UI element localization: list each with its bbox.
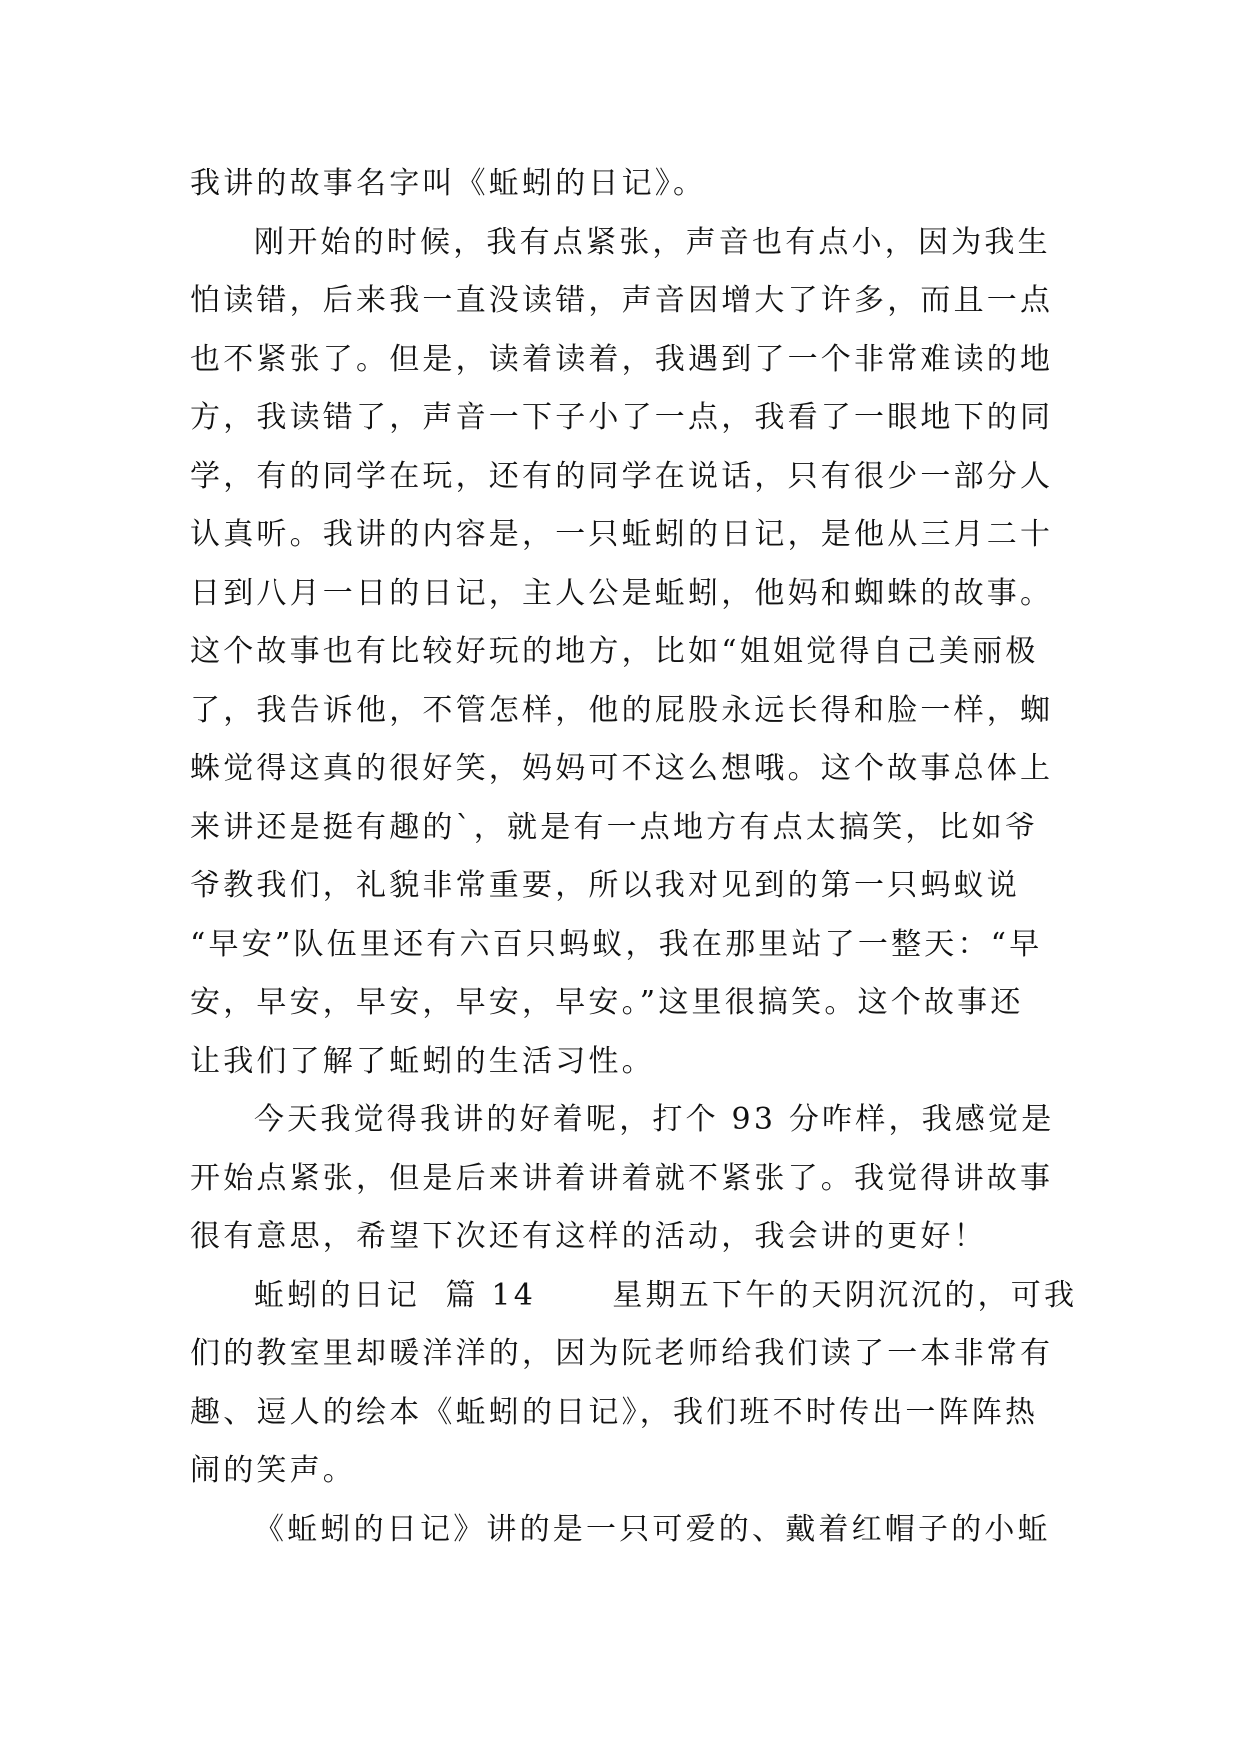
text-line: 闹的笑声。 (190, 1453, 356, 1488)
text-line: 爷教我们，礼貌非常重要，所以我对见到的第一只蚂蚁说 (190, 868, 1020, 903)
text-line: 了，我告诉他，不管怎样，他的屁股永远长得和脸一样，蜘 (190, 692, 1054, 728)
text-line: 认真听。我讲的内容是，一只蚯蚓的日记，是他从三月二十 (190, 517, 1054, 552)
text-line: 也不紧张了。但是，读着读着，我遇到了一个非常难读的地 (190, 341, 1054, 377)
text-line: 怕读错，后来我一直没读错，声音因增大了许多，而且一点 (190, 283, 1054, 318)
text-line: “早安”队伍里还有六百只蚂蚁，我在那里站了一整天：“早 (190, 926, 1043, 962)
text-line: 开始点紧张，但是后来讲着讲着就不紧张了。我觉得讲故事 (190, 1160, 1054, 1196)
text-line: 们的教室里却暖洋洋的，因为阮老师给我们读了一本非常有 (190, 1336, 1054, 1371)
text-line: 很有意思，希望下次还有这样的活动，我会讲的更好！ (190, 1219, 987, 1254)
text-line: 学，有的同学在玩，还有的同学在说话，只有很少一部分人 (190, 458, 1054, 494)
text-line: 趣、逗人的绘本《蚯蚓的日记》，我们班不时传出一阵阵热 (190, 1394, 1039, 1430)
text-line: 刚开始的时候，我有点紧张，声音也有点小，因为我生 (254, 224, 1051, 260)
text-line: 让我们了解了蚯蚓的生活习性。 (190, 1043, 655, 1079)
text-line: 《蚯蚓的日记》讲的是一只可爱的、戴着红帽子的小蚯 (254, 1511, 1051, 1547)
text-line: 我讲的故事名字叫《蚯蚓的日记》。 (190, 166, 707, 201)
text-line: 蛛觉得这真的很好笑，妈妈可不这么想哦。这个故事总体上 (190, 751, 1054, 786)
body-text (190, 155, 1078, 1559)
text-line: 安，早安，早安，早安，早安。”这里很搞笑。这个故事还 (190, 985, 1024, 1020)
text-line: 方，我读错了，声音一下子小了一点，我看了一眼地下的同 (190, 400, 1054, 435)
text-line: 这个故事也有比较好玩的地方，比如“姐姐觉得自己美丽极 (190, 634, 1039, 669)
text-line: 来讲还是挺有趣的`，就是有一点地方有点太搞笑，比如爷 (190, 809, 1039, 845)
text-line: 今天我觉得我讲的好着呢，打个 93 分咋样，我感觉是 (254, 1102, 1055, 1137)
text-line: 蚯蚓的日记 篇 14 星期五下午的天阴沉沉的，可我 (254, 1277, 1078, 1313)
text-line: 日到八月一日的日记，主人公是蚯蚓，他妈和蜘蛛的故事。 (190, 575, 1054, 611)
